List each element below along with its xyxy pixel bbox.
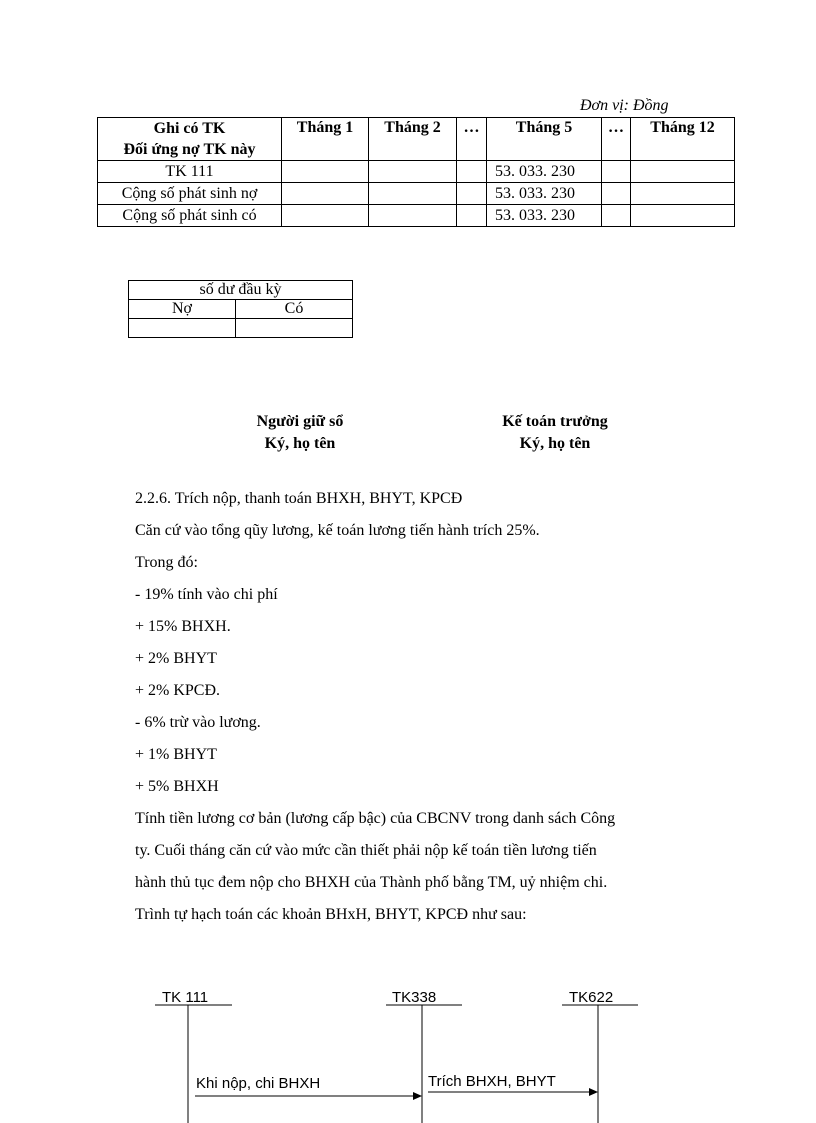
table-cell: 53. 033. 230: [487, 161, 602, 183]
month-header: Tháng 5: [487, 118, 602, 161]
table-cell: [457, 205, 487, 227]
row-label: TK 111: [98, 161, 282, 183]
arrow-label-pay-bhxh: Khi nộp, chi BHXH: [196, 1075, 321, 1092]
ledger-header-row: [98, 118, 735, 161]
balance-title: số dư đầu kỳ: [129, 281, 353, 300]
table-cell: [282, 183, 369, 205]
table-cell: [457, 161, 487, 183]
month-header: Tháng 1: [282, 118, 369, 161]
month-header: Tháng 12: [631, 118, 735, 161]
table-cell: [631, 183, 735, 205]
ledger-table: [97, 117, 735, 227]
table-cell: [631, 161, 735, 183]
paragraph-line: - 6% trừ vào lương.: [135, 714, 261, 731]
arrow-head-icon: [589, 1088, 598, 1096]
opening-balance-table: [128, 280, 353, 338]
account-label-tk622: TK622: [569, 989, 614, 1006]
table-cell: 53. 033. 230: [487, 205, 602, 227]
balance-debit-header: Nợ: [129, 300, 236, 319]
signature-title: Người giữ sổ: [256, 413, 344, 430]
table-cell: [369, 161, 457, 183]
paragraph-line: + 15% BHXH.: [135, 618, 231, 635]
signature-subtitle: Ký, họ tên: [264, 435, 336, 452]
table-cell: [369, 205, 457, 227]
paragraph-line: + 2% KPCĐ.: [135, 682, 221, 699]
row-label: Cộng số phát sinh có: [98, 205, 282, 227]
paragraph-line: Căn cứ vào tổng qũy lương, kế toán lương tiến hành trích 25%.: [135, 522, 540, 539]
ledger-header-line2: Đối ứng nợ TK này: [123, 141, 256, 158]
paragraph-line: ty. Cuối tháng căn cứ vào mức cần thiết phải nộp kế toán tiền lương tiến: [135, 842, 597, 859]
table-cell: [369, 183, 457, 205]
table-cell: [457, 183, 487, 205]
table-cell: [282, 205, 369, 227]
signature-bookkeeper: [230, 411, 370, 455]
signature-title: Kế toán trưởng: [502, 413, 608, 430]
accounting-flow-diagram: [0, 980, 816, 1123]
paragraph-line: hành thủ tục đem nộp cho BHXH của Thành phố bằng TM, uỷ nhiệm chi.: [135, 874, 608, 891]
arrow-label-accrue-bhxh: Trích BHXH, BHYT: [428, 1073, 556, 1090]
section-heading: 2.2.6. Trích nộp, thanh toán BHXH, BHYT, KPCĐ: [135, 490, 463, 507]
balance-debit-value: [129, 319, 236, 338]
body-text: [135, 485, 735, 933]
paragraph-line: Trong đó:: [135, 554, 198, 571]
paragraph-line: Tính tiền lương cơ bản (lương cấp bậc) của CBCNV trong danh sách Công: [135, 810, 616, 827]
signature-chief-accountant: [470, 411, 640, 455]
account-label-tk338: TK338: [392, 989, 437, 1006]
balance-credit-header: Có: [236, 300, 353, 319]
paragraph-line: + 2% BHYT: [135, 650, 217, 667]
paragraph-line: Trình tự hạch toán các khoản BHxH, BHYT, KPCĐ như sau:: [135, 906, 527, 923]
account-label-tk111: TK 111: [162, 989, 209, 1006]
table-row: [98, 183, 735, 205]
table-cell: [602, 183, 631, 205]
ledger-header-label: [98, 118, 282, 161]
row-label: Cộng số phát sinh nợ: [98, 183, 282, 205]
table-cell: [282, 161, 369, 183]
arrow-head-icon: [413, 1092, 422, 1100]
table-cell: 53. 033. 230: [487, 183, 602, 205]
table-cell: [631, 205, 735, 227]
paragraph-line: - 19% tính vào chi phí: [135, 586, 278, 603]
balance-credit-value: [236, 319, 353, 338]
month-header: …: [457, 118, 487, 161]
month-header: Tháng 2: [369, 118, 457, 161]
table-row: [98, 161, 735, 183]
paragraph-line: + 1% BHYT: [135, 746, 217, 763]
table-cell: [602, 205, 631, 227]
unit-label: Đơn vị: Đồng: [580, 97, 669, 114]
month-header: …: [602, 118, 631, 161]
signature-subtitle: Ký, họ tên: [519, 435, 591, 452]
table-cell: [602, 161, 631, 183]
paragraph-line: + 5% BHXH: [135, 778, 219, 795]
ledger-header-line1: Ghi có TK: [153, 120, 226, 137]
table-row: [98, 205, 735, 227]
